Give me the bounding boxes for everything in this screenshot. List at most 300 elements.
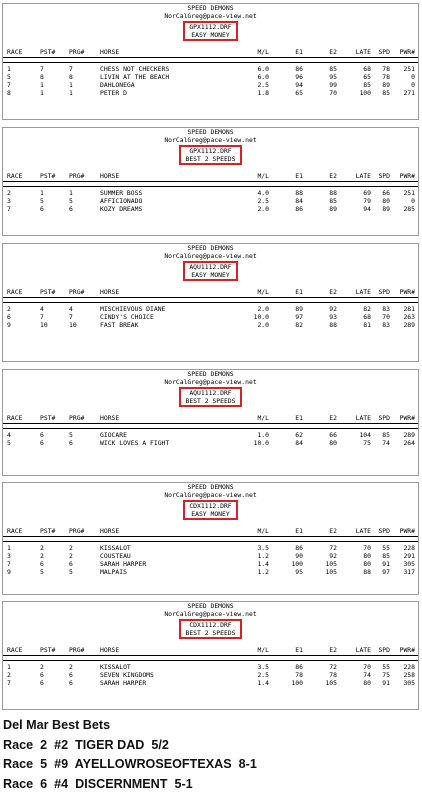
column-header: SPD: [378, 527, 390, 535]
column-header: LATE: [355, 172, 371, 180]
column-header: LATE: [355, 414, 371, 422]
table-cell: 85: [382, 89, 390, 97]
table-cell: GIOCARE: [100, 431, 127, 439]
table-row: [3, 439, 418, 447]
highlight-box: [179, 619, 241, 639]
column-header: RACE: [7, 414, 23, 422]
table-cell: 86: [295, 544, 303, 552]
table-cell: 291: [403, 552, 415, 560]
picks-panel: [2, 127, 419, 236]
highlight-box: [183, 21, 237, 41]
column-header: M/L: [257, 48, 269, 56]
column-header: M/L: [257, 172, 269, 180]
column-header: E1: [295, 288, 303, 296]
table-cell: 88: [363, 568, 371, 576]
picks-panel: [2, 3, 419, 120]
table-cell: 97: [382, 568, 390, 576]
table-row: [3, 81, 418, 89]
table-cell: 4: [7, 431, 11, 439]
table-cell: 86: [295, 663, 303, 671]
report-title: SPEED DEMONS: [187, 128, 234, 136]
table-cell: CINDY'S CHOICE: [100, 313, 154, 321]
table-cell: 85: [363, 81, 371, 89]
picks-table: [3, 544, 418, 576]
table-cell: 80: [329, 439, 337, 447]
table-cell: 251: [403, 189, 415, 197]
column-header: HORSE: [100, 288, 120, 296]
column-header: RACE: [7, 646, 23, 654]
table-cell: 6: [40, 205, 44, 213]
picks-panel: [2, 482, 419, 595]
table-cell: 4: [40, 305, 44, 313]
table-cell: 97: [295, 313, 303, 321]
report-title: SPEED DEMONS: [187, 483, 234, 491]
table-cell: 91: [382, 679, 390, 687]
table-cell: 68: [363, 65, 371, 73]
drf-file-name: AQU1112.DRF: [189, 263, 232, 271]
column-header: LATE: [355, 527, 371, 535]
column-header: M/L: [257, 527, 269, 535]
column-header: E1: [295, 646, 303, 654]
table-cell: 89: [382, 81, 390, 89]
table-cell: 0: [411, 73, 415, 81]
column-header: E1: [295, 414, 303, 422]
table-cell: 2: [69, 544, 73, 552]
column-header: HORSE: [100, 414, 120, 422]
table-row: [3, 568, 418, 576]
table-cell: 263: [403, 313, 415, 321]
table-row: [3, 197, 418, 205]
column-header: E2: [329, 527, 337, 535]
selection-method: EASY MONEY: [191, 271, 230, 279]
table-cell: 72: [329, 544, 337, 552]
selection-method: EASY MONEY: [191, 31, 230, 39]
table-cell: 8: [7, 89, 11, 97]
table-cell: 1: [7, 663, 11, 671]
drf-file-name: GPX1112.DRF: [189, 23, 232, 31]
table-cell: 70: [363, 544, 371, 552]
table-cell: 55: [382, 544, 390, 552]
table-cell: 89: [329, 205, 337, 213]
table-cell: 2.0: [257, 305, 269, 313]
double-rule-divider: [3, 423, 418, 429]
highlight-box: [179, 145, 241, 165]
column-header: LATE: [355, 48, 371, 56]
column-header: HORSE: [100, 527, 120, 535]
table-cell: 1.2: [257, 552, 269, 560]
column-header: PST#: [40, 414, 56, 422]
table-cell: 4.0: [257, 189, 269, 197]
table-cell: 9: [7, 321, 11, 329]
column-header: PST#: [40, 646, 56, 654]
column-headers: [3, 414, 418, 422]
table-cell: 70: [329, 89, 337, 97]
table-cell: 3.5: [257, 663, 269, 671]
drf-file-name: AQU1112.DRF: [189, 389, 232, 397]
table-cell: 91: [382, 560, 390, 568]
table-cell: 74: [382, 439, 390, 447]
column-header: E2: [329, 172, 337, 180]
double-rule-divider: [3, 536, 418, 542]
table-cell: 80: [363, 552, 371, 560]
table-cell: 80: [363, 679, 371, 687]
table-cell: 8: [40, 73, 44, 81]
table-cell: DAHLONEGA: [100, 81, 135, 89]
column-header: PST#: [40, 527, 56, 535]
table-cell: 6.0: [257, 73, 269, 81]
table-cell: 78: [295, 671, 303, 679]
highlight-box: [183, 500, 237, 520]
table-cell: 6: [40, 671, 44, 679]
table-cell: PETER D: [100, 89, 127, 97]
double-rule-divider: [3, 181, 418, 187]
table-row: [3, 89, 418, 97]
table-cell: 6: [69, 560, 73, 568]
table-cell: 7: [7, 81, 11, 89]
column-header: PRG#: [69, 414, 85, 422]
table-cell: 6: [69, 671, 73, 679]
report-email: NorCalGreg@pace-view.net: [164, 491, 257, 499]
table-cell: 105: [325, 568, 337, 576]
table-cell: 7: [69, 65, 73, 73]
table-row: [3, 73, 418, 81]
table-cell: 1: [69, 81, 73, 89]
table-cell: 1: [69, 89, 73, 97]
table-row: [3, 313, 418, 321]
best-bet-line: Race 5 #9 AYELLOWROSEOFTEXAS 8-1: [3, 757, 257, 771]
table-cell: 75: [363, 439, 371, 447]
selection-method: BEST 2 SPEEDS: [185, 155, 236, 163]
report-title: SPEED DEMONS: [187, 602, 234, 610]
table-cell: 92: [329, 305, 337, 313]
table-cell: 6: [40, 439, 44, 447]
table-cell: 2: [69, 552, 73, 560]
report-title: SPEED DEMONS: [187, 244, 234, 252]
table-cell: 6.0: [257, 65, 269, 73]
table-cell: 68: [363, 313, 371, 321]
table-row: [3, 205, 418, 213]
table-row: [3, 552, 418, 560]
table-cell: 10.0: [253, 313, 269, 321]
column-headers: [3, 646, 418, 654]
table-cell: 78: [329, 671, 337, 679]
table-cell: 2.0: [257, 321, 269, 329]
table-cell: 99: [329, 81, 337, 89]
picks-table: [3, 189, 418, 213]
column-header: M/L: [257, 646, 269, 654]
column-header: E2: [329, 414, 337, 422]
report-email: NorCalGreg@pace-view.net: [164, 252, 257, 260]
table-cell: KISSALOT: [100, 663, 131, 671]
column-header: LATE: [355, 288, 371, 296]
column-header: LATE: [355, 646, 371, 654]
column-header: PST#: [40, 172, 56, 180]
table-cell: 2: [7, 305, 11, 313]
column-header: SPD: [378, 646, 390, 654]
table-cell: 5: [69, 197, 73, 205]
column-header: PRG#: [69, 48, 85, 56]
picks-panel: [2, 369, 419, 476]
table-row: [3, 189, 418, 197]
table-cell: 88: [295, 189, 303, 197]
table-cell: 4: [69, 305, 73, 313]
table-cell: 86: [295, 65, 303, 73]
table-cell: 258: [403, 671, 415, 679]
table-cell: LIVIN AT THE BEACH: [100, 73, 170, 81]
table-cell: 1.4: [257, 679, 269, 687]
column-headers: [3, 48, 418, 56]
table-cell: 281: [403, 305, 415, 313]
column-header: E2: [329, 288, 337, 296]
table-cell: 1: [7, 544, 11, 552]
selection-method: BEST 2 SPEEDS: [185, 397, 236, 405]
table-cell: 89: [295, 305, 303, 313]
best-bets-title: Del Mar Best Bets: [3, 718, 111, 732]
table-cell: 2: [40, 552, 44, 560]
table-cell: 2.5: [257, 197, 269, 205]
table-cell: 2: [7, 189, 11, 197]
table-cell: 90: [295, 552, 303, 560]
column-header: PWR#: [399, 172, 415, 180]
picks-table: [3, 65, 418, 97]
table-cell: 88: [329, 321, 337, 329]
table-cell: KISSALOT: [100, 544, 131, 552]
table-cell: 7: [7, 679, 11, 687]
table-cell: 84: [295, 197, 303, 205]
table-cell: 80: [382, 197, 390, 205]
table-cell: 2: [69, 663, 73, 671]
drf-file-name: CDX1112.DRF: [189, 502, 232, 510]
panel-header: [3, 4, 418, 41]
table-cell: 264: [403, 439, 415, 447]
report-email: NorCalGreg@pace-view.net: [164, 136, 257, 144]
column-header: HORSE: [100, 646, 120, 654]
table-cell: 317: [403, 568, 415, 576]
table-cell: 7: [69, 313, 73, 321]
table-cell: 3: [7, 197, 11, 205]
table-cell: 1.0: [257, 431, 269, 439]
column-header: SPD: [378, 288, 390, 296]
table-cell: AFFICIONADO: [100, 197, 143, 205]
panel-header: [3, 128, 418, 165]
table-row: [3, 663, 418, 671]
table-cell: 88: [329, 189, 337, 197]
table-cell: CHESS NOT CHECKERS: [100, 65, 170, 73]
panel-header: [3, 244, 418, 281]
table-cell: 7: [7, 205, 11, 213]
column-header: M/L: [257, 414, 269, 422]
table-cell: 2.5: [257, 671, 269, 679]
table-cell: 85: [329, 65, 337, 73]
table-cell: COUSTEAU: [100, 552, 131, 560]
table-cell: 104: [359, 431, 371, 439]
table-cell: 2: [40, 663, 44, 671]
column-header: PRG#: [69, 527, 85, 535]
table-cell: 8: [69, 73, 73, 81]
picks-panel: [2, 243, 419, 362]
double-rule-divider: [3, 57, 418, 63]
table-cell: 1.4: [257, 560, 269, 568]
table-cell: 2: [7, 671, 11, 679]
table-cell: SARAH HARPER: [100, 679, 147, 687]
column-header: SPD: [378, 414, 390, 422]
table-cell: 10: [40, 321, 48, 329]
table-cell: 3.5: [257, 544, 269, 552]
table-cell: 5: [7, 439, 11, 447]
table-cell: 85: [329, 197, 337, 205]
table-row: [3, 560, 418, 568]
table-cell: 95: [295, 568, 303, 576]
table-cell: 66: [329, 431, 337, 439]
table-cell: 95: [329, 73, 337, 81]
table-row: [3, 544, 418, 552]
table-cell: 1.2: [257, 568, 269, 576]
table-row: [3, 679, 418, 687]
report-email: NorCalGreg@pace-view.net: [164, 610, 257, 618]
table-cell: 6: [40, 679, 44, 687]
column-header: E1: [295, 172, 303, 180]
picks-table: [3, 663, 418, 687]
column-header: RACE: [7, 48, 23, 56]
column-headers: [3, 527, 418, 535]
table-cell: 105: [325, 560, 337, 568]
column-header: PWR#: [399, 414, 415, 422]
column-header: SPD: [378, 48, 390, 56]
panel-header: [3, 483, 418, 520]
table-cell: 82: [295, 321, 303, 329]
table-cell: 305: [403, 560, 415, 568]
column-header: E1: [295, 527, 303, 535]
table-cell: 228: [403, 663, 415, 671]
table-cell: 100: [291, 560, 303, 568]
column-header: PWR#: [399, 48, 415, 56]
column-header: PWR#: [399, 288, 415, 296]
column-headers: [3, 172, 418, 180]
table-cell: 6: [40, 560, 44, 568]
selection-method: BEST 2 SPEEDS: [185, 629, 236, 637]
table-cell: SEVEN KINGDOMS: [100, 671, 154, 679]
table-cell: 86: [295, 205, 303, 213]
column-header: RACE: [7, 172, 23, 180]
picks-table: [3, 305, 418, 329]
column-header: PST#: [40, 48, 56, 56]
best-bet-line: Race 6 #4 DISCERNMENT 5-1: [3, 776, 193, 791]
table-cell: SARAH HARPER: [100, 560, 147, 568]
column-header: RACE: [7, 288, 23, 296]
table-cell: 285: [403, 205, 415, 213]
column-header: SPD: [378, 172, 390, 180]
table-cell: 79: [363, 197, 371, 205]
table-cell: 3: [7, 552, 11, 560]
table-cell: 251: [403, 65, 415, 73]
table-cell: 83: [382, 321, 390, 329]
table-cell: 1: [40, 189, 44, 197]
table-cell: 69: [363, 189, 371, 197]
table-cell: 0: [411, 81, 415, 89]
selection-method: EASY MONEY: [191, 510, 230, 518]
table-cell: 6: [40, 431, 44, 439]
table-row: [3, 671, 418, 679]
column-header: E2: [329, 48, 337, 56]
table-cell: 84: [295, 439, 303, 447]
table-cell: 66: [382, 189, 390, 197]
table-cell: 65: [363, 73, 371, 81]
column-header: E1: [295, 48, 303, 56]
table-cell: 81: [363, 321, 371, 329]
table-row: [3, 305, 418, 313]
table-cell: 74: [363, 671, 371, 679]
table-cell: 83: [382, 305, 390, 313]
column-header: HORSE: [100, 172, 120, 180]
table-cell: 0: [411, 197, 415, 205]
table-cell: 80: [363, 560, 371, 568]
drf-file-name: CDX1112.DRF: [189, 621, 232, 629]
table-cell: 94: [295, 81, 303, 89]
table-cell: 85: [382, 552, 390, 560]
table-cell: SUMMER BOSS: [100, 189, 143, 197]
table-cell: 289: [403, 431, 415, 439]
table-row: [3, 65, 418, 73]
column-header: PWR#: [399, 527, 415, 535]
drf-file-name: GPX1112.DRF: [189, 147, 232, 155]
table-cell: 105: [325, 679, 337, 687]
panel-header: [3, 370, 418, 407]
table-cell: 1: [7, 65, 11, 73]
column-header: PRG#: [69, 288, 85, 296]
table-cell: 6: [69, 439, 73, 447]
column-header: PRG#: [69, 646, 85, 654]
table-cell: 85: [382, 431, 390, 439]
table-cell: 5: [7, 73, 11, 81]
best-bet-line: Race 2 #2 TIGER DAD 5/2: [3, 737, 169, 752]
table-cell: 5: [69, 568, 73, 576]
table-cell: 1: [40, 81, 44, 89]
table-cell: 1.8: [257, 89, 269, 97]
table-cell: FAST BREAK: [100, 321, 139, 329]
highlight-box: [183, 261, 237, 281]
report-title: SPEED DEMONS: [187, 370, 234, 378]
column-header: E2: [329, 646, 337, 654]
table-cell: 6: [69, 205, 73, 213]
table-cell: 96: [295, 73, 303, 81]
table-cell: 93: [329, 313, 337, 321]
table-cell: 2.5: [257, 81, 269, 89]
table-row: [3, 431, 418, 439]
table-cell: WICK LOVES A FIGHT: [100, 439, 170, 447]
table-cell: 5: [69, 431, 73, 439]
table-cell: 7: [40, 65, 44, 73]
table-cell: 78: [382, 73, 390, 81]
table-cell: MALPAIS: [100, 568, 127, 576]
table-cell: 100: [359, 89, 371, 97]
table-cell: 62: [295, 431, 303, 439]
column-header: M/L: [257, 288, 269, 296]
table-cell: 94: [363, 205, 371, 213]
table-cell: 6: [69, 679, 73, 687]
table-cell: 228: [403, 544, 415, 552]
picks-panel: [2, 601, 419, 710]
table-cell: 6: [7, 313, 11, 321]
column-header: HORSE: [100, 48, 120, 56]
picks-table: [3, 431, 418, 447]
table-cell: 305: [403, 679, 415, 687]
table-cell: 2: [40, 544, 44, 552]
table-cell: KOZY DREAMS: [100, 205, 143, 213]
table-cell: 1: [40, 89, 44, 97]
column-header: PST#: [40, 288, 56, 296]
table-cell: 10.0: [253, 439, 269, 447]
double-rule-divider: [3, 297, 418, 303]
